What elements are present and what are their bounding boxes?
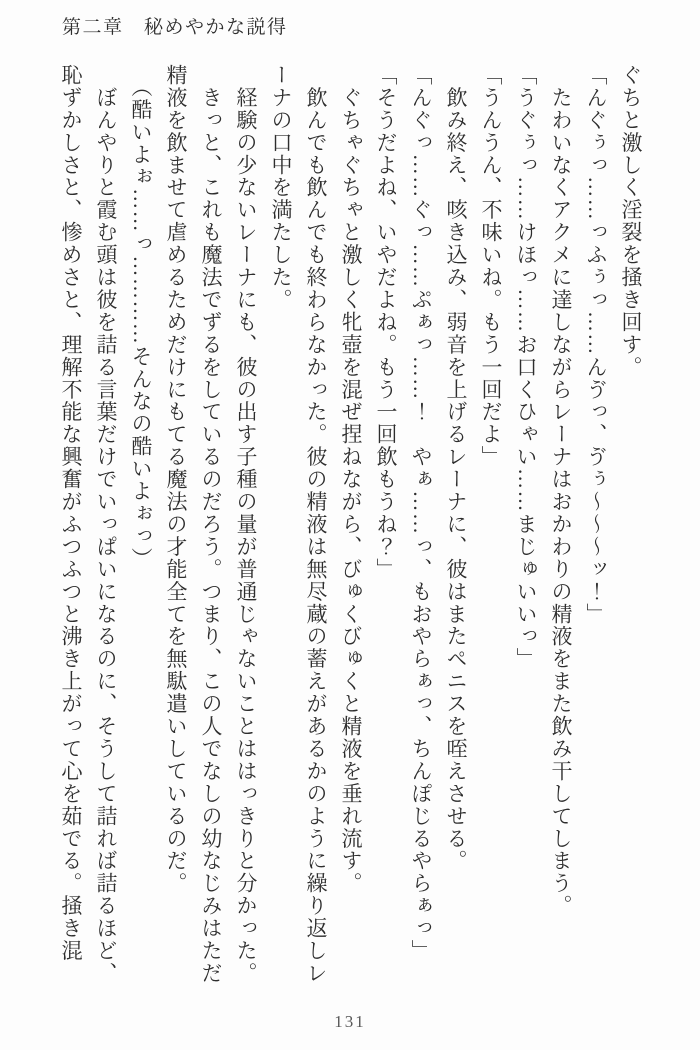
paragraph: 「うぐぅっ……けほっ……お口くひゃい……まじゅいいっ」 [514, 64, 538, 671]
body-text-block [52, 64, 648, 994]
paragraph: （酷いよぉ……っ…………そんなの酷いよぉっ） [129, 64, 153, 570]
paragraph: たわいなくアクメに達しながらレーナはおかわりの精液をまた飲み干してしまう。 [549, 64, 573, 918]
paragraph: ぐちと激しく淫裂を掻き回す。 [619, 64, 643, 379]
paragraph: きっと、これも魔法でずるをしているのだろう。つまり、この人でなしの幼なじみはただ精液を飲ませて虐めるためだけにもてる魔法の才能全てを無駄遣いしているのだ。 [164, 64, 223, 985]
paragraph: 「そうだよね、いやだよね。もう一回飲もうね？」 [374, 64, 398, 581]
paragraph: 飲んでも飲んでも終わらなかった。彼の精液は無尽蔵の蓄えがあるかのように繰り返しレーナの口中を満たした。 [269, 64, 328, 985]
chapter-header: 第二章 秘めやかな説得 [62, 17, 288, 38]
paragraph: 「んぐぅっ……っふぅっ……んゔっ、ゔぅ～～～ッ！」 [584, 64, 608, 626]
paragraph: ぐちゃぐちゃと激しく牝壺を混ぜ捏ねながら、びゅくびゅくと精液を垂れ流す。 [339, 64, 363, 895]
paragraph: 「うんうん、不味いね。もう一回だよ」 [479, 64, 503, 469]
paragraph: 飲み終え、咳き込み、弱音を上げるレーナに、彼はまたペニスを咥えさせる。 [444, 64, 468, 873]
page-number: 131 [334, 1012, 366, 1031]
paragraph: 「んぐっ……ぐっ……ぷぁっ……！ やぁ……っ、もおやらぁっ、ちんぽじるやらぁっ」 [409, 64, 433, 962]
paragraph: 経験の少ないレーナにも、彼の出す子種の量が普通じゃないことははっきりと分かった。 [234, 64, 258, 985]
paragraph: ぼんやりと霞む頭は彼を詰る言葉だけでいっぱいになるのに、そうして詰れば詰るほど、恥ずかしさと、惨めさと、理解不能な興奮がふつふつと沸き上がって心を茹でる。掻き混 [59, 64, 118, 985]
